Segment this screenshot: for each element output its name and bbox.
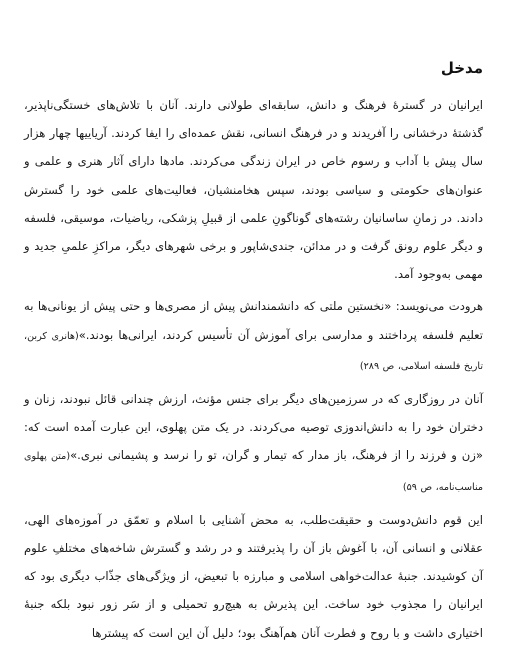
paragraph-islam [24, 506, 483, 647]
citation: (هانری کربن، تاریخ فلسفه اسلامی، ص ۲۸۹) [24, 330, 483, 372]
paragraph-text: این قوم دانش‌دوست و حقیقت‌طلب، به محض آشنایی با اسلام و تعمّق در آموزه‌های الهی، عقلانی و انسانی آن، با آغوش باز آن را پذیرفتند و در رشد و گسترش شاخه‌های مختلفِ علوم آن کوشیدند. جنبهٔ عدالت‌خواهی اسلامی و مبارزه با تبعیض، از ویژگی‌های جذّاب دیگری بود که ایرانیان را مجذوب خود ساخت. این پذیرش به هیچ‌رو تحمیلی و از سَر زور نبود بلکه جنبهٔ اختیاری داشت و با روح و فطرت آنان هم‌آهنگ بود؛ دلیل آن این است که پیشترها [24, 512, 483, 640]
paragraph-text: ایرانیان در گسترهٔ فرهنگ و دانش، سابقه‌ای طولانی دارند. آنان با تلاش‌های خستگی‌ناپذیر، گذشتهٔ درخشانی را آفریدند و در فرهنگ انسانی، نقش عمده‌ای را ایفا کردند. آریاییها چهار هزار سال پیش با آداب و رسوم خاص در ایران زندگی می‌کردند. مادها دارای آثار هنری و علمی و عنوان‌های حکومتی و سیاسی بودند، سپس هخامنشیان، فعالیت‌های علمی خود را گسترش دادند. در زمانِ ساسانیان رشته‌های گوناگونِ علمی از قبیلِ پزشکی، ریاضیات، موسیقی، فلسفه و دیگر علوم رونق گرفت و در مدائن، جندی‌شاپور و برخی شهرهای دیگر، مراکزِ علمیِ جدید و مهمی به‌وجود آمد. [24, 98, 483, 282]
paragraph-herodotus [24, 292, 483, 381]
paragraph-text: هرودت می‌نویسد: «نخستین ملتی که دانشمندانش پیش از مصری‌ها و حتی پیش از یونانی‌ها به تعلیم فلسفه پرداختند و مدارسی برای آموزش آن تأسیس کردند، ایرانی‌ها بودند.» [24, 299, 483, 342]
paragraph-women-education [24, 385, 483, 502]
page-title: مدخل [440, 59, 483, 77]
paragraph-intro [24, 91, 483, 288]
citation: (متن پهلوی مناسب‌نامه، ص ۵۹) [24, 451, 483, 493]
paragraph-text: آنان در روزگاری که در سرزمین‌های دیگر برای جنس مؤنث، ارزش چندانی قائل نبودند، زنان و دختران خود را به دانش‌اندوزی توصیه می‌کردند. در یک متن پهلوی، این عبارت آمده است که: «زن و فرزند را از فرهنگ، باز مدار که تیمار و گران، تو را نرسد و پشیمانی نبری.» [24, 392, 483, 463]
